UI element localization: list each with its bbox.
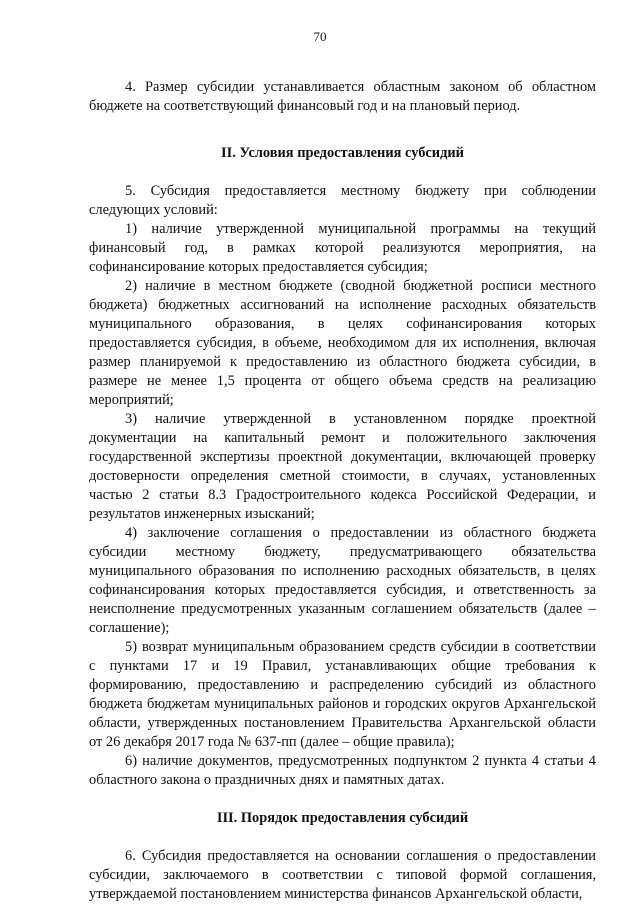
paragraph-6: 6. Субсидия предоставляется на основании соглашения о предоставлении субсидии, заключаемого в соответствии с типовой формой соглашения, утверждаемой постановлением министерства финансов Архангельской области, [89, 848, 596, 902]
condition-2: 2) наличие в местном бюджете (сводной бюджетной росписи местного бюджета) бюджетных ассигнований на исполнение расходных обязательств муниципального образования, в целях софинансирования которых предоставляется субсидия, в объеме, необходимом для их исполнения, включая размер планируемой к предоставлению из областного бюджета субсидии, в размере не менее 1,5 процента от общего объема средств на реализацию мероприятий; [89, 278, 596, 408]
condition-3: 3) наличие утвержденной в установленном порядке проектной документации на капитальный ремонт и положительного заключения государственной экспертизы проектной документации, включающей проверку достоверности определения сметной стоимости, в случаях, установленных частью 2 статьи 8.3 Градостроительного кодекса Российской Федерации, и результатов инженерных изысканий; [89, 411, 596, 522]
paragraph-5: 5. Субсидия предоставляется местному бюджету при соблюдении следующих условий: [89, 183, 596, 218]
page-number: 70 [313, 29, 327, 44]
condition-4: 4) заключение соглашения о предоставлении из областного бюджета субсидии местному бюджету, предусматривающего обязательства муниципального образования по исполнению расходных обязательств, в целях софинансирования которых предоставляется субсидия, и ответственность за неисполнение предусмотренных указанным соглашением обязательств (далее – соглашение); [89, 525, 596, 636]
condition-6: 6) наличие документов, предусмотренных подпунктом 2 пункта 4 статьи 4 областного закона о праздничных днях и памятных датах. [89, 753, 596, 788]
document-body [89, 78, 596, 904]
section-heading-conditions: II. Условия предоставления субсидий [221, 145, 464, 161]
section-heading-procedure: III. Порядок предоставления субсидий [216, 810, 469, 826]
paragraph-4: 4. Размер субсидии устанавливается областным законом об областном бюджете на соответствующий финансовый год и на плановый период. [89, 79, 596, 114]
condition-1: 1) наличие утвержденной муниципальной программы на текущий финансовый год, в рамках которой реализуются мероприятия, на софинансирование которых предоставляется субсидия; [89, 221, 596, 275]
condition-5: 5) возврат муниципальным образованием средств субсидии в соответствии с пунктами 17 и 19 Правил, устанавливающих общие требования к формированию, предоставлению и распределению субсидий из областного бюджета бюджетам муниципальных районов и городских округов Архангельской области, утвержденных постановлением Правительства Архангельской области от 26 декабря 2017 года № 637-пп (далее – общие правила); [89, 639, 596, 750]
